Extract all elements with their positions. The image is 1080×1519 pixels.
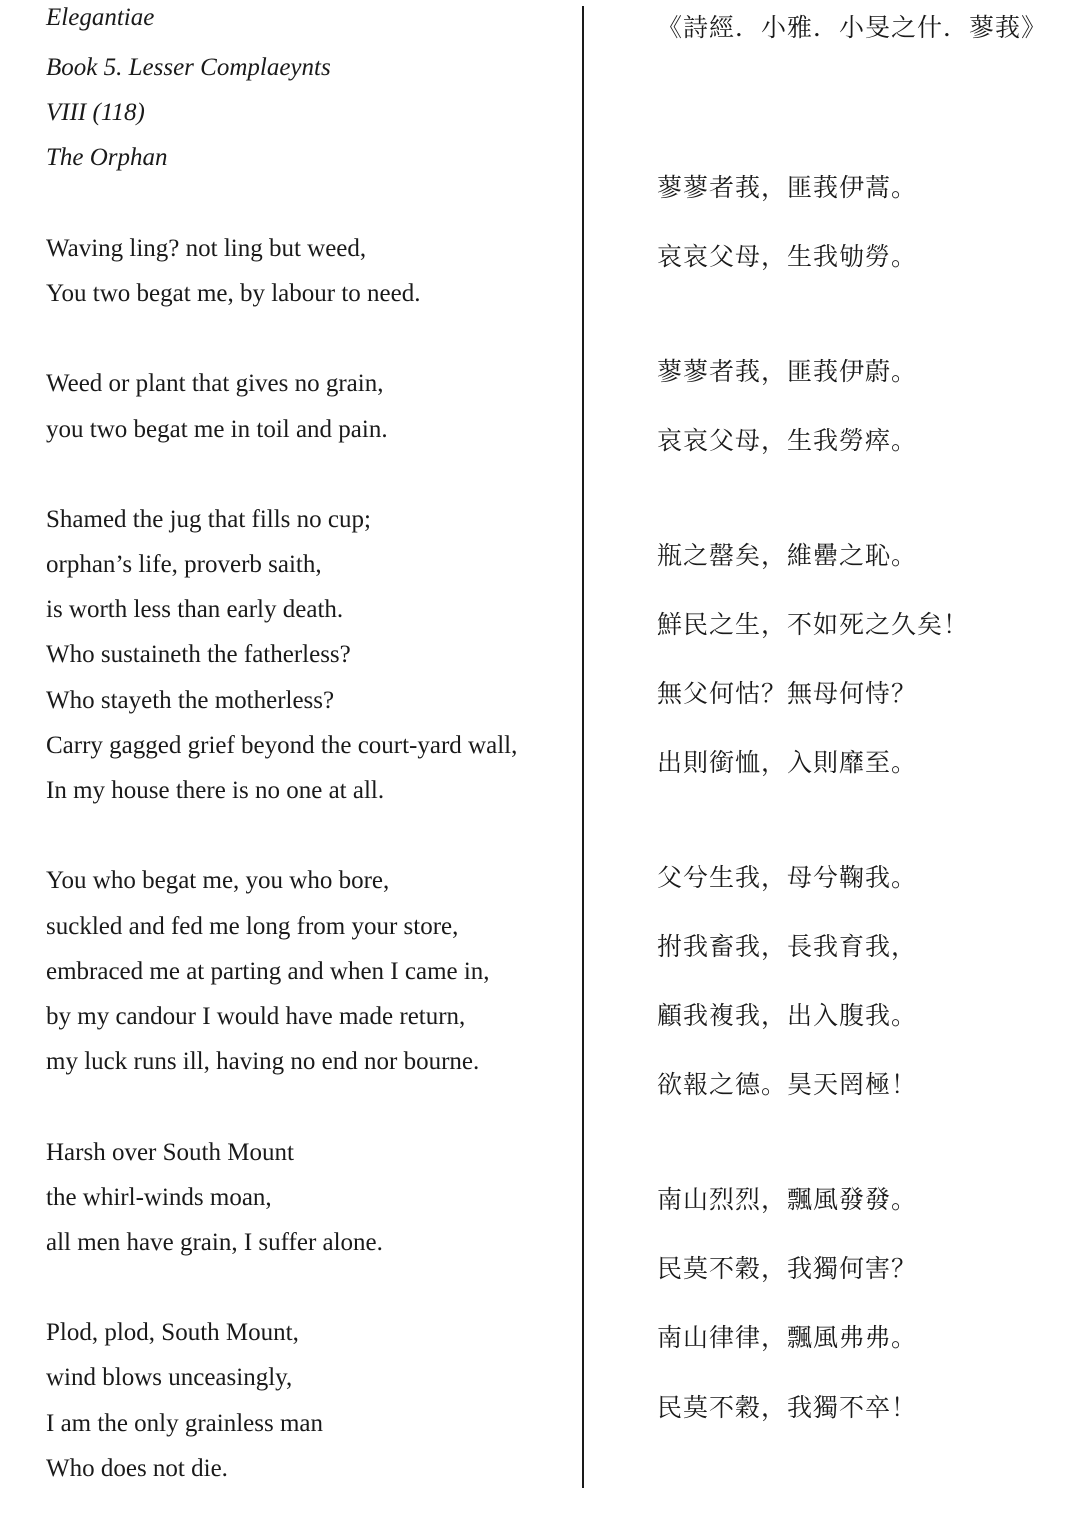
chinese-line: 出則銜恤，入則靡至。 <box>657 748 918 777</box>
stanza-5 <box>46 1130 566 1266</box>
chinese-line: 民莫不穀，我獨不卒！ <box>657 1393 918 1422</box>
stanza-1 <box>46 226 566 316</box>
verse-line: embraced me at parting and when I came in, <box>46 957 490 985</box>
poem-header <box>46 0 566 181</box>
verse-line: the whirl-winds moan, <box>46 1183 272 1211</box>
poem-number: VIII (118) <box>46 99 145 127</box>
stanza-2 <box>46 361 566 451</box>
verse-line: orphan’s life, proverb saith, <box>46 551 322 579</box>
verse-line: In my house there is no one at all. <box>46 777 385 804</box>
chinese-line: 欲報之德。昊天罔極！ <box>657 1070 918 1099</box>
book-title: Book 5. Lesser Complaeynts <box>46 54 331 81</box>
collection-name: Elegantiae <box>46 4 155 31</box>
verse-line: by my candour I would have made return, <box>46 1002 466 1030</box>
verse-line: Harsh over South Mount <box>46 1138 294 1166</box>
chinese-line: 父兮生我，母兮鞠我。 <box>657 863 918 892</box>
verse-line: You two begat me, by labour to need. <box>46 279 421 307</box>
verse-line: You who begat me, you who bore, <box>46 867 390 895</box>
verse-line: Plod, plod, South Mount, <box>46 1319 299 1347</box>
chinese-line: 民莫不穀，我獨何害？ <box>657 1254 918 1283</box>
verse-line: Carry gagged grief beyond the court-yard wall, <box>46 731 518 759</box>
poem-title: The Orphan <box>46 144 168 172</box>
chinese-title: 《詩經．小雅．小旻之什．蓼莪》 <box>657 13 1048 42</box>
verse-line: Who does not die. <box>46 1454 228 1482</box>
verse-line: is worth less than early death. <box>46 596 344 624</box>
verse-line: Who sustaineth the fatherless? <box>46 641 351 669</box>
verse-line: Waving ling? not ling but weed, <box>46 234 367 262</box>
verse-line: Who stayeth the motherless? <box>46 686 335 714</box>
verse-line: all men have grain, I suffer alone. <box>46 1228 383 1256</box>
verse-line: my luck runs ill, having no end nor bourne. <box>46 1048 480 1076</box>
chinese-line: 蓼蓼者莪，匪莪伊蒿。 <box>657 173 918 202</box>
chinese-line: 瓶之罄矣，維罍之恥。 <box>657 541 918 570</box>
verse-line: wind blows unceasingly, <box>46 1364 293 1392</box>
verse-line: you two begat me in toil and pain. <box>46 415 388 443</box>
chinese-line: 無父何怙？無母何恃？ <box>657 679 918 708</box>
verse-line: Shamed the jug that fills no cup; <box>46 505 371 533</box>
chinese-line: 蓼蓼者莪，匪莪伊蔚。 <box>657 357 918 386</box>
chinese-line: 鮮民之生，不如死之久矣！ <box>657 610 970 639</box>
chinese-line: 南山烈烈，飄風發發。 <box>657 1185 918 1214</box>
chinese-line: 南山律律，飄風弗弗。 <box>657 1323 918 1352</box>
chinese-line: 哀哀父母，生我劬勞。 <box>657 242 918 271</box>
stanza-6 <box>46 1310 566 1491</box>
chinese-line: 拊我畜我，長我育我， <box>657 932 918 961</box>
verse-line: Weed or plant that gives no grain, <box>46 370 384 398</box>
stanza-4 <box>46 858 566 1084</box>
verse-line: I am the only grainless man <box>46 1409 324 1437</box>
chinese-line: 哀哀父母，生我勞瘁。 <box>657 426 918 455</box>
stanza-3 <box>46 497 566 813</box>
verse-line: suckled and fed me long from your store, <box>46 912 459 940</box>
english-translation <box>46 0 566 1491</box>
column-divider <box>582 6 584 1488</box>
chinese-line: 顧我複我，出入腹我。 <box>657 1001 918 1030</box>
